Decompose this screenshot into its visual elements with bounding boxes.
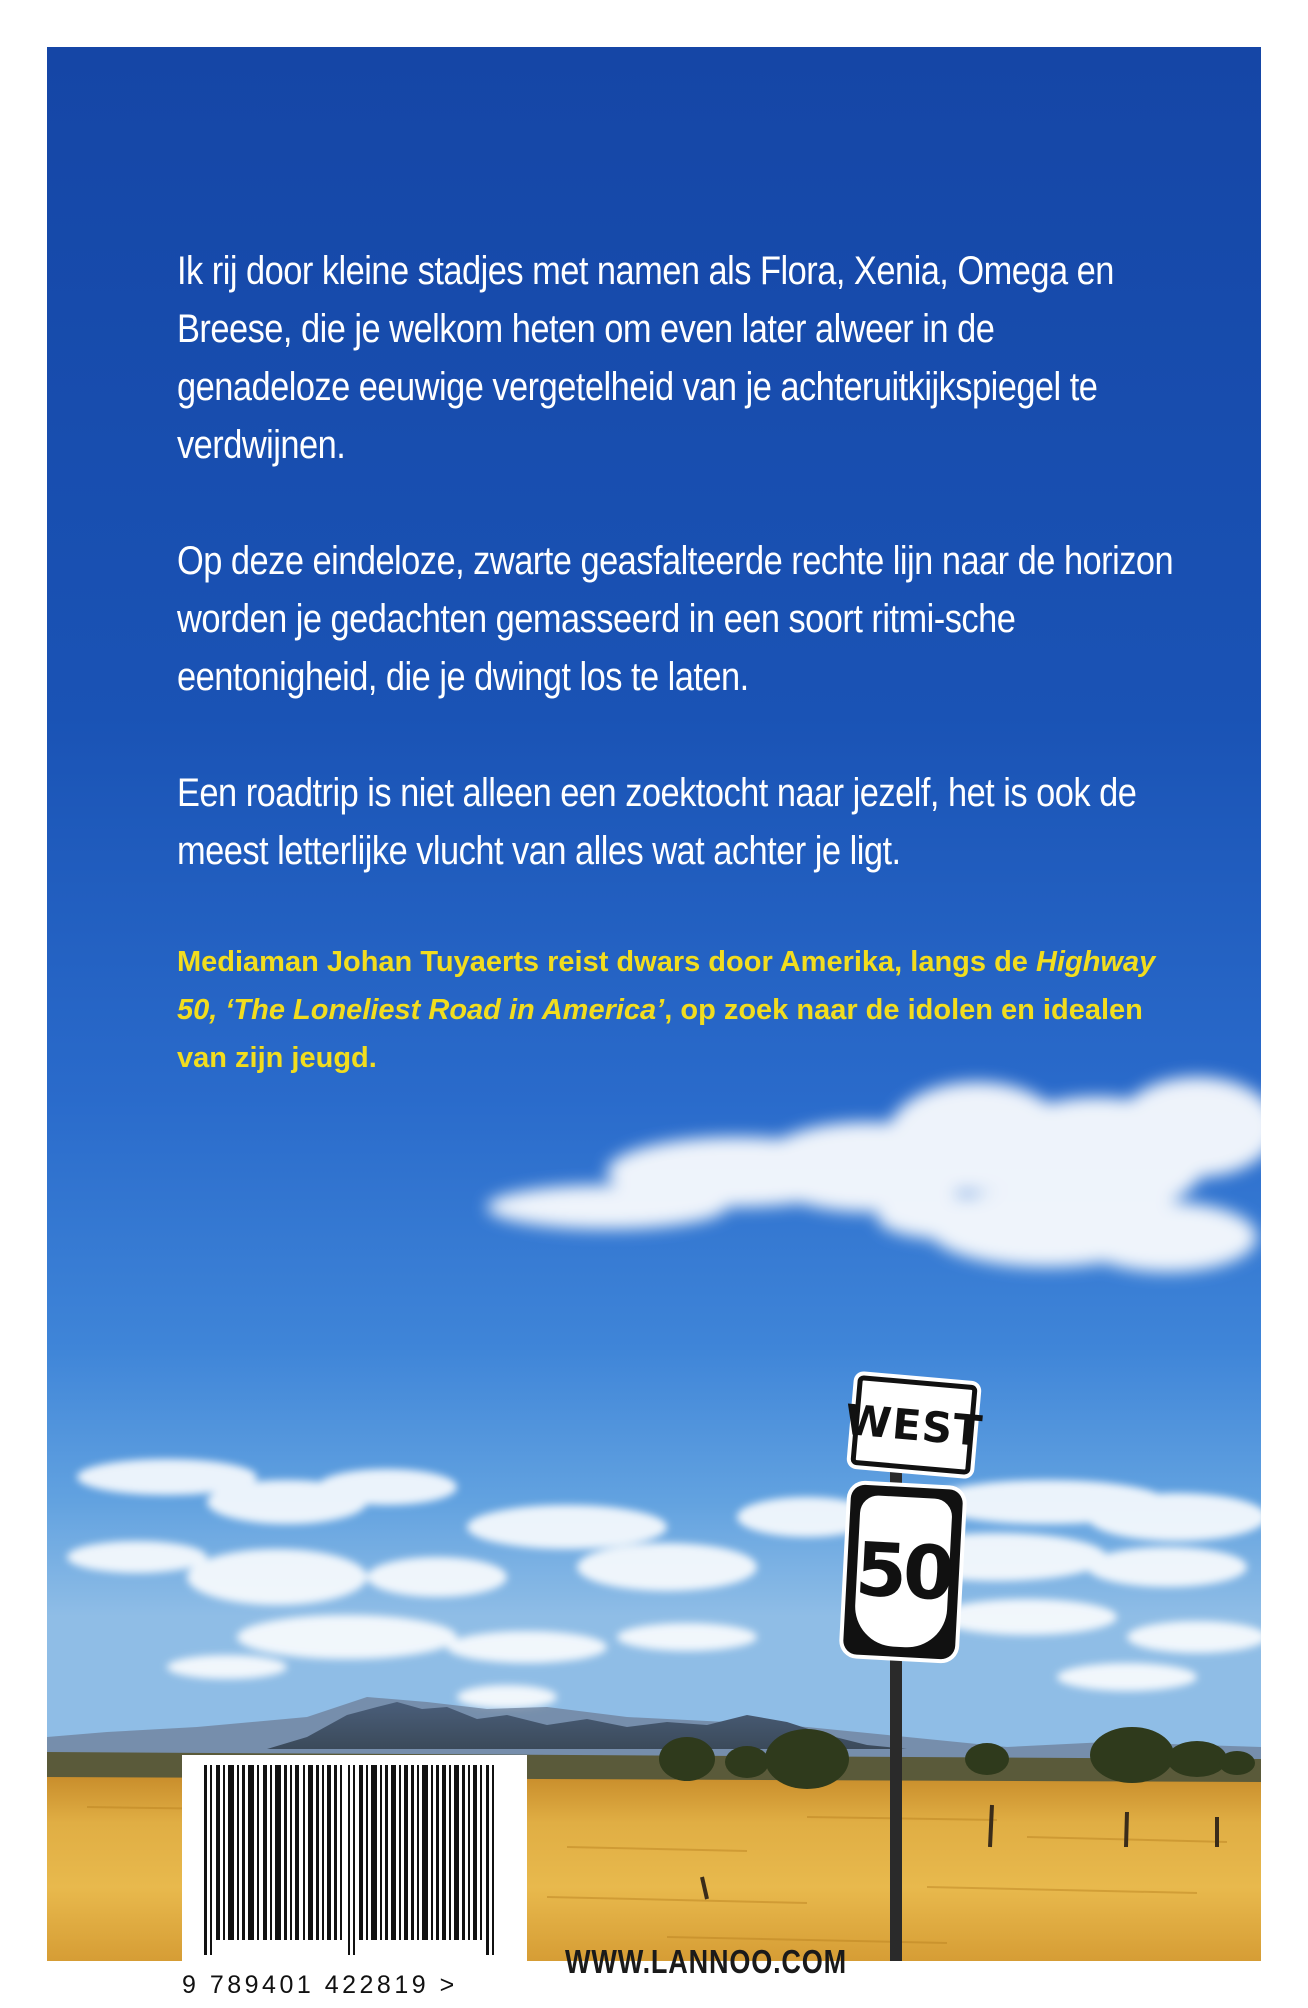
back-cover (47, 47, 1261, 1999)
barcode-bars (182, 1755, 527, 1955)
route-50-number: 50 (853, 1495, 953, 1650)
back-cover-copy (177, 242, 1177, 1082)
paragraph-3: Een roadtrip is niet alleen een zoektocht naar jezelf, het is ook de meest letterlijke vlucht van alles wat achter je ligt. (177, 771, 1137, 873)
blurb-italic: Highway 50, ‘The Loneliest Road in America’ (177, 946, 1156, 1026)
blurb-part-1: Mediaman Johan Tuyaerts reist dwars door Amerika, langs de (177, 946, 1036, 978)
route-50-sign (843, 1484, 964, 1660)
cloud-upper (487, 1077, 1277, 1272)
barcode (182, 1755, 527, 2008)
barcode-digits: 9 789401 422819 > (182, 1971, 458, 1999)
paragraph-1: Ik rij door kleine stadjes met namen als Flora, Xenia, Omega en Breese, die je welkom heten om even later alweer in de genadeloze eeuwige vergetelheid van je achteruitkijkspiegel te verdwijnen. (177, 249, 1114, 467)
blurb-part-2: , op zoek naar de idolen en idealen van zijn jeugd. (177, 994, 1143, 1074)
west-sign: WEST (850, 1375, 977, 1475)
blurb (177, 938, 1177, 1082)
paragraph-2: Op deze eindeloze, zwarte geasfalteerde rechte lijn naar de horizon worden je gedachten gemasseerd in een soort ritmi-sche eentonigheid, die je dwingt los te laten. (177, 539, 1174, 699)
cloud-lower (67, 1459, 1267, 1709)
website-url[interactable]: WWW.LANNOO.COM (565, 1943, 848, 1980)
